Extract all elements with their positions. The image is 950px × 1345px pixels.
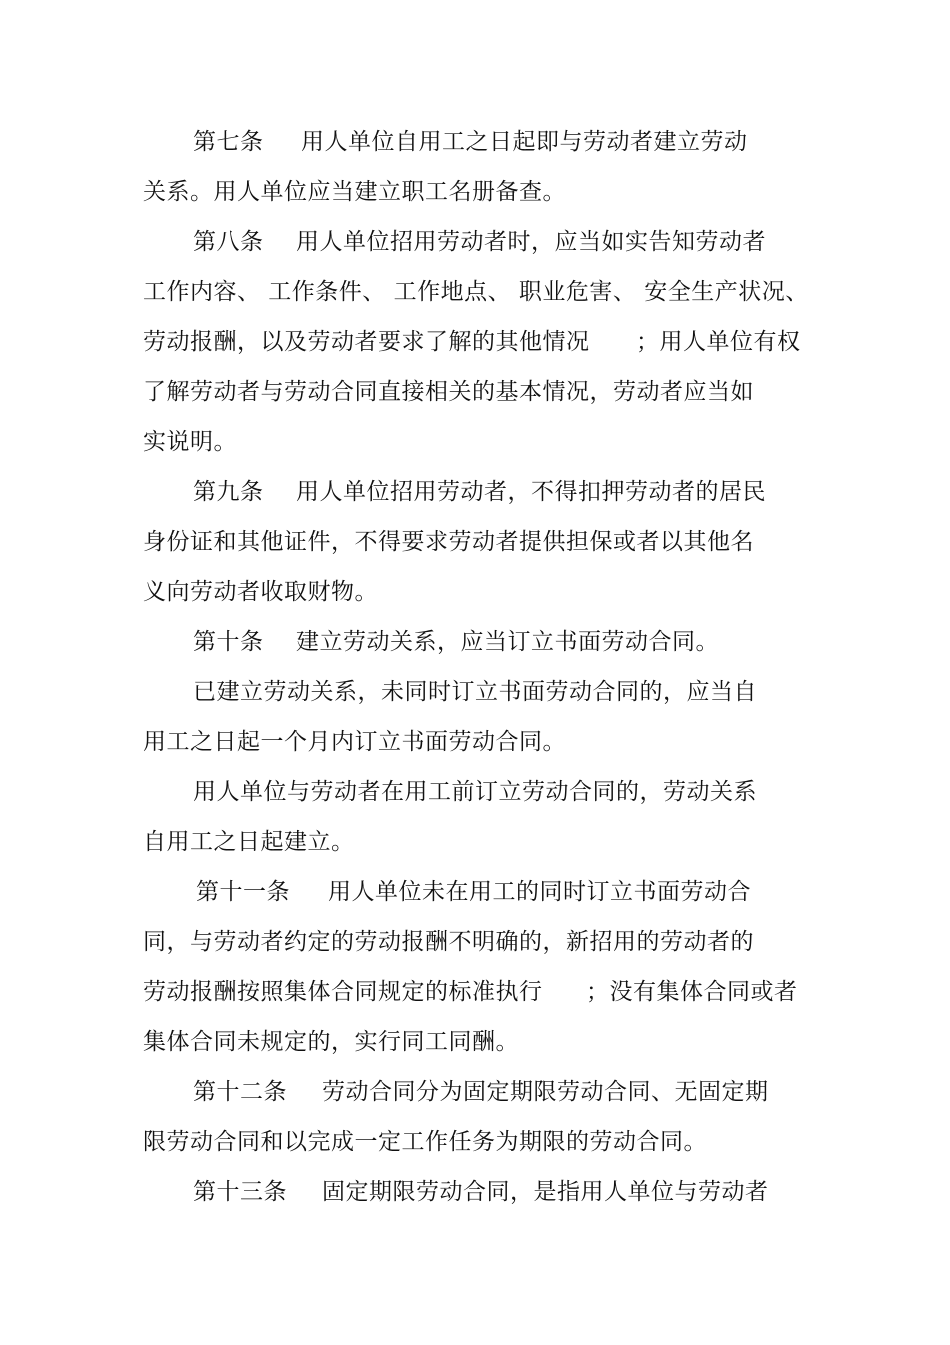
text-line xyxy=(0,927,950,957)
text-line xyxy=(0,1177,950,1207)
text-segment: 身份证和其他证件，不得要求劳动者提供担保或者以其他名 xyxy=(143,529,754,555)
text-line xyxy=(0,377,950,407)
text-segment: 关系。用人单位应当建立职工名册备查。 xyxy=(143,179,566,205)
article-number: 劳动报酬按照集体合同规定的标准执行 xyxy=(143,979,543,1005)
text-segment: 工作内容、 工作条件、 工作地点、 职业危害、 安全生产状况、 xyxy=(143,279,809,305)
text-line xyxy=(0,427,950,457)
text-segment: 自用工之日起建立。 xyxy=(143,829,355,855)
text-segment: 用人单位招用劳动者时，应当如实告知劳动者 xyxy=(296,229,766,255)
article-number: 第九条 xyxy=(193,479,264,505)
text-line xyxy=(0,727,950,757)
text-segment: 用工之日起一个月内订立书面劳动合同。 xyxy=(143,729,566,755)
text-segment: ；用人单位有权 xyxy=(636,329,801,355)
text-segment: 用人单位自用工之日起即与劳动者建立劳动 xyxy=(301,129,748,155)
text-line xyxy=(0,477,950,507)
text-line xyxy=(0,127,950,157)
article-number: 第十二条 xyxy=(193,1079,287,1105)
text-segment: 固定期限劳动合同，是指用人单位与劳动者 xyxy=(322,1179,769,1205)
article-number: 劳动报酬，以及劳动者要求了解的其他情况 xyxy=(143,329,590,355)
text-line xyxy=(0,827,950,857)
article-number: 第八条 xyxy=(193,229,264,255)
text-line xyxy=(0,627,950,657)
text-line xyxy=(0,527,950,557)
text-segment: 集体合同未规定的，实行同工同酬。 xyxy=(143,1029,519,1055)
text-line xyxy=(0,1077,950,1107)
text-segment: 用人单位招用劳动者，不得扣押劳动者的居民 xyxy=(296,479,766,505)
article-number: 第十条 xyxy=(193,629,264,655)
text-segment: 用人单位与劳动者在用工前订立劳动合同的，劳动关系 xyxy=(193,779,757,805)
text-segment: 实说明。 xyxy=(143,429,237,455)
text-line xyxy=(0,1027,950,1057)
text-line xyxy=(0,877,950,907)
text-segment: 建立劳动关系，应当订立书面劳动合同。 xyxy=(296,629,719,655)
text-segment: ；没有集体合同或者 xyxy=(586,979,798,1005)
text-segment: 了解劳动者与劳动合同直接相关的基本情况，劳动者应当如 xyxy=(143,379,754,405)
text-line xyxy=(0,327,950,357)
text-segment: 限劳动合同和以完成一定工作任务为期限的劳动合同。 xyxy=(143,1129,707,1155)
article-number: 第十三条 xyxy=(193,1179,287,1205)
text-line xyxy=(0,977,950,1007)
text-line xyxy=(0,577,950,607)
text-segment: 义向劳动者收取财物。 xyxy=(143,579,378,605)
text-line xyxy=(0,277,950,307)
article-number: 第七条 xyxy=(193,129,264,155)
text-line xyxy=(0,227,950,257)
text-segment: 用人单位未在用工的同时订立书面劳动合 xyxy=(328,879,751,905)
text-line xyxy=(0,1127,950,1157)
text-segment: 已建立劳动关系，未同时订立书面劳动合同的，应当自 xyxy=(193,679,757,705)
text-line xyxy=(0,177,950,207)
text-line xyxy=(0,777,950,807)
text-segment: 同，与劳动者约定的劳动报酬不明确的，新招用的劳动者的 xyxy=(143,929,754,955)
text-line xyxy=(0,677,950,707)
text-segment: 劳动合同分为固定期限劳动合同、无固定期 xyxy=(322,1079,769,1105)
article-number: 第十一条 xyxy=(196,879,290,905)
